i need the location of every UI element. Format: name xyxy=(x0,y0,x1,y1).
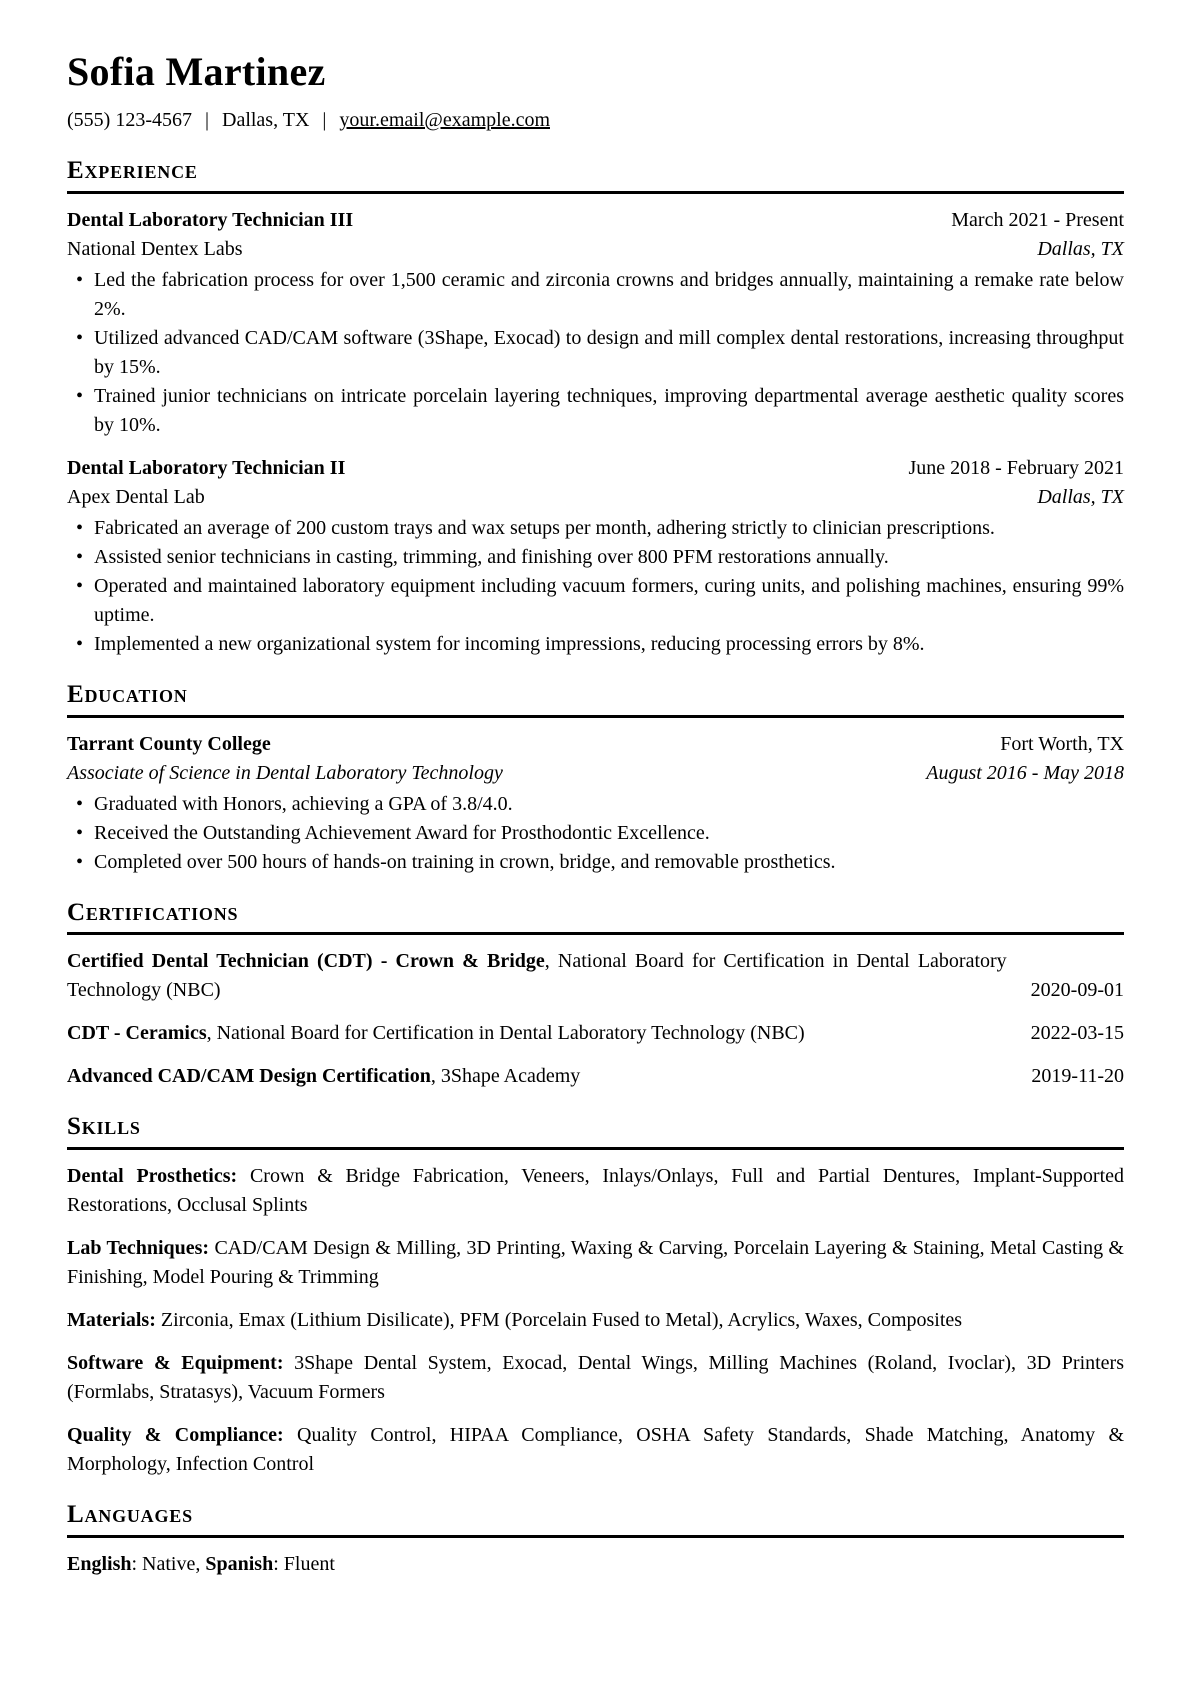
job-entry xyxy=(67,454,1124,659)
skill-category-items: 3Shape Dental System, Exocad, Dental Wings, Milling Machines (Roland, Ivoclar), 3D Printers (Formlabs, Stratasys), Vacuum Formers xyxy=(67,1352,1124,1403)
job-entry xyxy=(67,206,1124,440)
languages-line xyxy=(67,1550,1124,1579)
job-bullet-list xyxy=(67,514,1124,659)
job-dates: March 2021 - Present xyxy=(951,208,1124,231)
certification-date: 2019-11-20 xyxy=(1031,1065,1124,1088)
skill-category-label: Software & Equipment: xyxy=(67,1352,284,1374)
education-entry xyxy=(67,730,1124,877)
certification-text xyxy=(67,1062,1031,1091)
bullet-item: • Led the fabrication process for over 1,500 ceramic and zirconia crowns and bridges annually, maintaining a remake rate below 2%. xyxy=(94,266,1124,324)
job-title: Dental Laboratory Technician II xyxy=(67,456,346,479)
contact-separator: | xyxy=(204,109,209,131)
person-name: Sofia Martinez xyxy=(67,49,326,94)
section-title: Languages xyxy=(67,1501,1124,1538)
job-title: Dental Laboratory Technician III xyxy=(67,208,354,231)
certification-name: CDT - Ceramics xyxy=(67,1022,207,1045)
language-level: : Native, xyxy=(131,1552,206,1575)
certification-issuer: , National Board for Certification in Dental Laboratory Technology (NBC) xyxy=(67,950,1007,1002)
section-skills xyxy=(67,1113,1124,1479)
section-title: Certifications xyxy=(67,899,1124,936)
job-bullet-list xyxy=(67,266,1124,440)
bullet-item: • Implemented a new organizational system for incoming impressions, reducing processing errors by 8%. xyxy=(94,630,1124,659)
section-languages xyxy=(67,1501,1124,1579)
skill-category-items: Quality Control, HIPAA Compliance, OSHA Safety Standards, Shade Matching, Anatomy & Morphology, Infection Control xyxy=(67,1424,1124,1475)
skill-category-label: Dental Prosthetics: xyxy=(67,1165,238,1187)
contact-line xyxy=(67,106,1124,135)
certification-date: 2020-09-01 xyxy=(1030,979,1124,1002)
skill-category xyxy=(67,1421,1124,1479)
job-location: Dallas, TX xyxy=(1037,237,1124,260)
skill-category-items: Crown & Bridge Fabrication, Veneers, Inlays/Onlays, Full and Partial Dentures, Implant-Supported Restorations, Occlusal Splints xyxy=(67,1165,1125,1216)
skill-category xyxy=(67,1234,1124,1292)
certification-entry xyxy=(67,1062,1124,1091)
job-dates: June 2018 - February 2021 xyxy=(908,456,1124,479)
certification-issuer: , 3Shape Academy xyxy=(430,1065,581,1088)
phone-number: (555) 123-4567 xyxy=(67,109,192,131)
company-name: National Dentex Labs xyxy=(67,237,243,260)
skill-category xyxy=(67,1349,1124,1407)
skill-category-label: Materials: xyxy=(67,1309,156,1331)
bullet-item: • Received the Outstanding Achievement Award for Prosthodontic Excellence. xyxy=(94,819,1124,848)
section-title: Experience xyxy=(67,157,1124,194)
certification-text xyxy=(67,947,1031,1005)
bullet-item: • Utilized advanced CAD/CAM software (3Shape, Exocad) to design and mill complex dental restorations, increasing throughput by 15%. xyxy=(94,324,1124,382)
language-name: Spanish xyxy=(205,1552,274,1575)
section-title: Education xyxy=(67,681,1124,718)
language-level: : Fluent xyxy=(273,1552,335,1575)
skill-category-label: Lab Techniques: xyxy=(67,1237,210,1259)
certification-entry xyxy=(67,1019,1124,1048)
skill-category-label: Quality & Compliance: xyxy=(67,1424,284,1446)
location-text: Dallas, TX xyxy=(222,109,310,131)
resume-header xyxy=(67,50,1124,135)
degree-name: Associate of Science in Dental Laboratory Technology xyxy=(67,761,503,784)
job-location: Dallas, TX xyxy=(1037,485,1124,508)
certification-name: Certified Dental Technician (CDT) - Crown & Bridge xyxy=(67,950,545,973)
bullet-item: • Completed over 500 hours of hands-on training in crown, bridge, and removable prosthetics. xyxy=(94,848,1124,877)
section-education xyxy=(67,681,1124,877)
bullet-item: • Trained junior technicians on intricate porcelain layering techniques, improving departmental average aesthetic quality scores by 10%. xyxy=(94,382,1124,440)
email-link[interactable]: your.email@example.com xyxy=(339,109,550,131)
certification-issuer: , National Board for Certification in Dental Laboratory Technology (NBC) xyxy=(206,1022,805,1045)
contact-separator: | xyxy=(322,109,327,131)
institution-name: Tarrant County College xyxy=(67,732,271,755)
section-certifications xyxy=(67,899,1124,1092)
skill-category-items: CAD/CAM Design & Milling, 3D Printing, Waxing & Carving, Porcelain Layering & Staining, Metal Casting & Finishing, Model Pouring & Trimming xyxy=(67,1237,1124,1288)
section-experience xyxy=(67,157,1124,659)
institution-location: Fort Worth, TX xyxy=(1000,732,1124,755)
certification-name: Advanced CAD/CAM Design Certification xyxy=(67,1065,431,1088)
skill-category-items: Zirconia, Emax (Lithium Disilicate), PFM (Porcelain Fused to Metal), Acrylics, Waxes, Composites xyxy=(155,1309,963,1331)
company-name: Apex Dental Lab xyxy=(67,485,205,508)
bullet-item: • Fabricated an average of 200 custom trays and wax setups per month, adhering strictly to clinician prescriptions. xyxy=(94,514,1124,543)
certification-text xyxy=(67,1019,1031,1048)
skill-category xyxy=(67,1306,1124,1335)
bullet-item: • Assisted senior technicians in casting, trimming, and finishing over 800 PFM restorations annually. xyxy=(94,543,1124,572)
education-bullet-list xyxy=(67,790,1124,877)
bullet-item: • Graduated with Honors, achieving a GPA of 3.8/4.0. xyxy=(94,790,1124,819)
section-title: Skills xyxy=(67,1113,1124,1150)
certification-entry xyxy=(67,947,1124,1005)
bullet-item: • Operated and maintained laboratory equipment including vacuum formers, curing units, and polishing machines, ensuring 99% uptime. xyxy=(94,572,1124,630)
certification-date: 2022-03-15 xyxy=(1030,1022,1124,1045)
education-dates: August 2016 - May 2018 xyxy=(926,761,1124,784)
language-name: English xyxy=(67,1552,132,1575)
skill-category xyxy=(67,1162,1124,1220)
